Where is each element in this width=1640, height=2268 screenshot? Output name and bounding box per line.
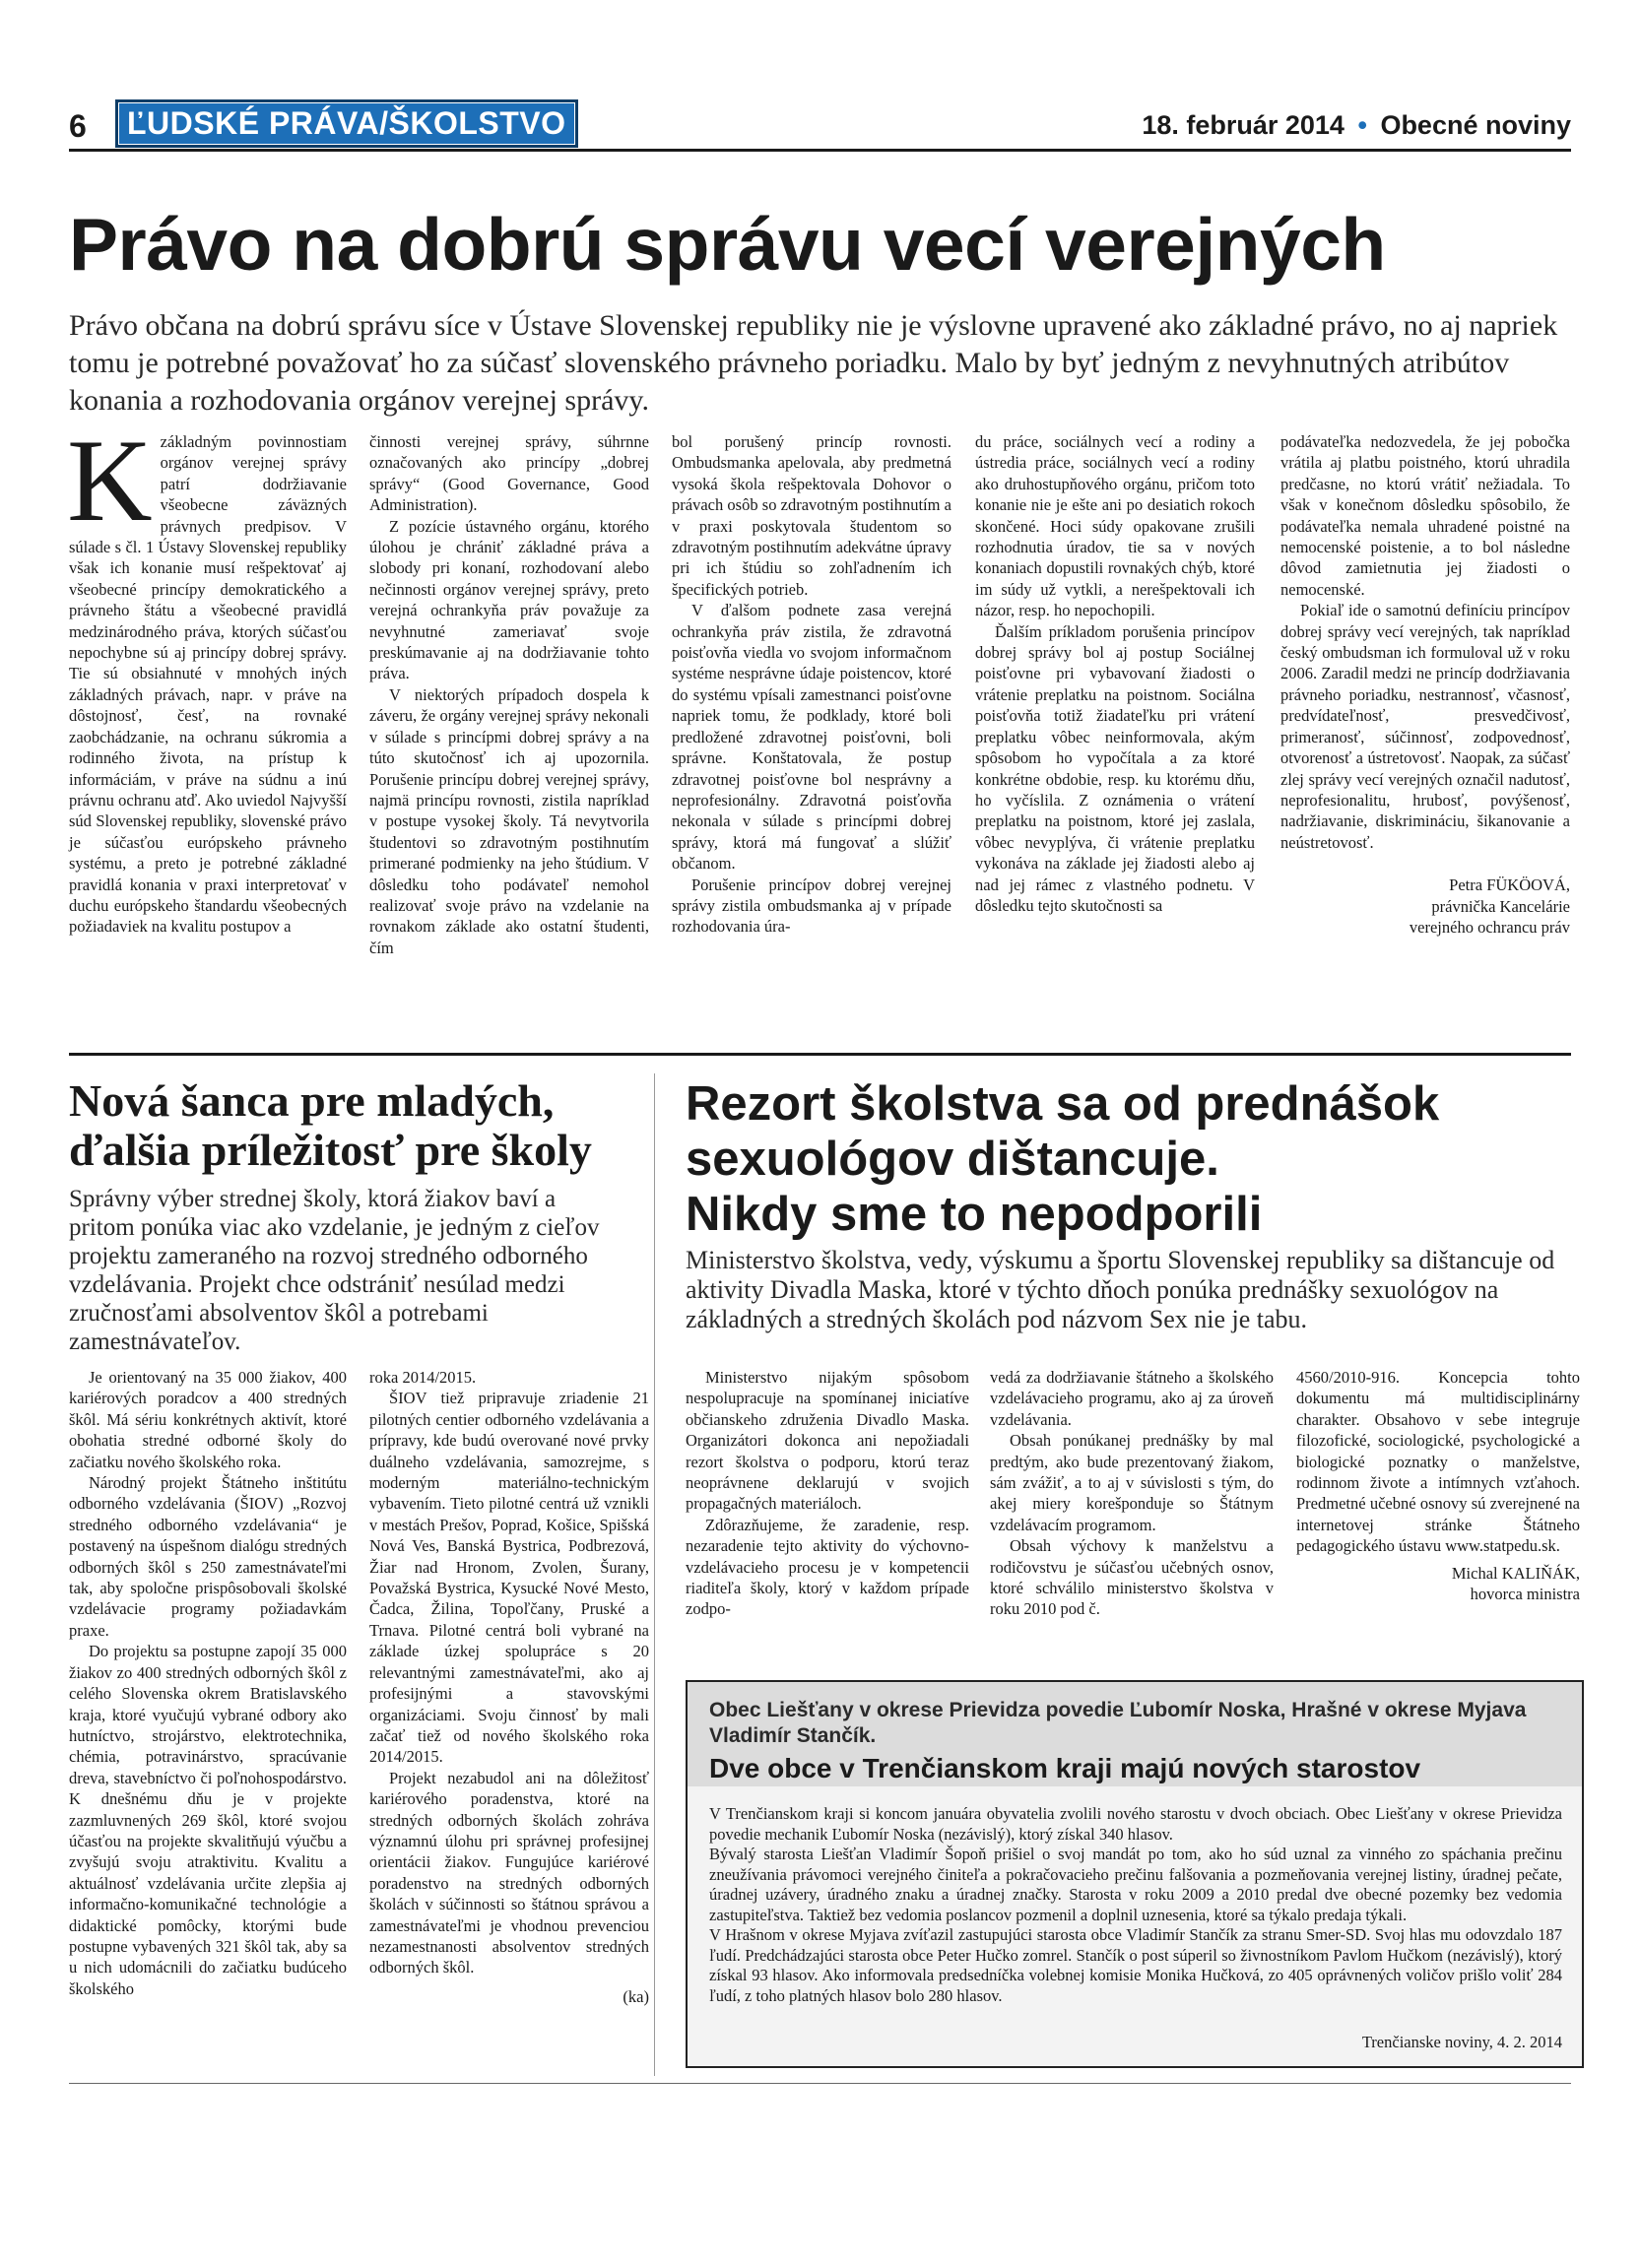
article3-column-1: Ministerstvo nijakým spôsobom nespolupracuje na spomínanej iniciatíve občianskeho združenia Divadlo Maska. Organizátori dokonca ani nepožiadali rezort školstva o podporu, ktorú teraz neoprávnene deklarujú v svojich propagačných materiáloch. Zdôrazňujeme, že zaradenie, resp. nezaradenie tejto aktivity do výchovno-vzdelávacieho procesu je v kompetencii riaditeľa školy, ktorý v každom prípade zodpo- [686, 1368, 969, 1619]
drop-cap: K [67, 415, 153, 546]
article1-signature: Petra FÜKÖOVÁ, právnička Kancelárie verejného ochrancu práv [1409, 875, 1570, 937]
article3-signature: Michal KALIŇÁK, hovorca ministra [1451, 1563, 1580, 1604]
article1-column-3: bol porušený princíp rovnosti. Ombudsmanka apelovala, aby predmetná vysoká škola rešpektovala Dohovor o právach osôb so zdravotným postihnutím a v praxi poskytovala študentom so zdravotným postihnutím adekvátne úpravy pri ich štúdiu so zohľadnením ich špecifických potrieb. V ďalšom podnete zasa verejná ochrankyňa práv zistila, že zdravotná poisťovňa viedla vo svojom informačnom systéme nesprávne údaje poistencov, ktoré do systému vpísali zamestnanci poisťovne napriek tomu, že podklady, ktoré boli predložené zdravotnej poisťovni, boli správne. Konštatovala, že postup zdravotnej poisťovne bol nesprávny a neprofesionálny. Zdravotná poisťovňa nekonala v súlade s princípmi dobrej správy, ktorá má fungovať a slúžiť občanom. Porušenie princípov dobrej verejnej správy zistila ombudsmanka aj v prípade rozhodovania úra- [672, 432, 951, 937]
article2-lead: Správny výber strednej školy, ktorá žiakov baví a pritom ponúka viac ako vzdelanie, je jedným z cieľov projektu zameraného na rozvoj stredného odborného vzdelávania. Projekt chce odstrániť nesúlad medzi zručnosťami absolventov škôl a potrebami zamestnávateľov. [69, 1186, 600, 1355]
article1-column-4: du práce, sociálnych vecí a rodiny a ústredia práce, sociálnych vecí a rodiny ako druhostupňového orgánu, pričom toto konanie nie je ešte ani po desiatich rokoch skončené. Hoci súdy opakovane zrušili rozhodnutia úradov, tie sa v nových konaniach dopustili rovnakých chýb, ktoré im súdy už vytkli, a nerešpektovali ich názor, resp. ho nepochopili. Ďalším príkladom porušenia princípov dobrej správy bol aj postup Sociálnej poisťovne pri vybavovaní žiadosti o vrátenie preplatku na poistnom. Sociálna poisťovňa totiž žiadateľku pri vrátení preplatku vôbec neinformovala, akým spôsobom ho vypočítala a za ktoré konkrétne obdobie, resp. ku ktorému dňu, ho vyčíslila. Z oznámenia o vrátení preplatku na poistnom, ktoré jej zaslala, vôbec nevyplýva, či vrátenie preplatku vykonáva na základe jej žiadosti alebo aj nad jej rámec z vlastného podnetu. V dôsledku tejto skutočnosti sa [975, 432, 1255, 915]
article3-column-3: 4560/2010-916. Koncepcia tohto dokumentu má multidisciplinárny charakter. Obsahovo v sebe integruje filozofické, sociologické, psychologické a biologické poznatky o manželstve, rodinnom živote a intímnych vzťahoch. Predmetné učebné osnovy sú zverejnené na internetovej stránke Štátneho pedagogického ústavu www.statpedu.sk. Michal KALIŇÁK, hovorca ministra [1296, 1368, 1580, 1604]
box-kicker: Obec Liešťany v okrese Prievidza povedie Ľubomír Noska, Hrašné v okrese Myjava Vladimír Stančík. [709, 1699, 1527, 1747]
box-source: Trenčianske noviny, 4. 2. 2014 [1361, 2033, 1562, 2051]
box-title: Dve obce v Trenčianskom kraji majú nových starostov [709, 1753, 1421, 1783]
article3-column-2: vedá za dodržiavanie štátneho a školského vzdelávacieho programu, ako aj za úroveň vzdelávania. Obsah ponúkanej prednášky by mal predtým, ako bude prezentovaný žiakom, sám zvážiť, a to aj v súvislosti s tým, do akej miery korešponduje so Štátnym vzdelávacím programom. Obsah výchovy k manželstvu a rodičovstvu je súčasťou učebných osnov, ktoré schválilo ministerstvo školstva v roku 2010 pod č. [990, 1368, 1274, 1619]
footer-rule [69, 2083, 1571, 2084]
box-body: V Trenčianskom kraji si koncom januára obyvatelia zvolili nového starostu v dvoch obciach. Obec Liešťany v okrese Prievidza povedie mechanik Ľubomír Noska (nezávislý), ktorý získal 340 hlasov. Bývalý starosta Liešťan Vladimír Šopoň prišiel o svoj mandát po tom, ako ho súd uznal za vinného zo spáchania prečinu zneužívania právomoci verejného činiteľa a pokračovacieho prečinu falšovania a pozmeňovania verejnej listiny, úradnej pečate, úradnej uzávery, úradného znaku a úradnej značky. Starosta v roku 2009 a 2010 predal dve obecné pozemky bez vedomia zastupiteľstva. Taktiež bez vedomia poslancov pozmenil a doplnil uznesenia, ktoré sa týkalo predaja týkali. V Hrašnom v okrese Myjava zvíťazil zastupujúci starosta obce Vladimír Stančík za stranu Smer-SD. Svoj hlas mu odovzdalo 187 ľudí. Predchádzajúci starosta obce Peter Hučko zomrel. Stančík o post súperil so živnostníkom Pavlom Hučkom (nezávislý), ktorý získal 93 hlasov. Ako informovala predsedníčka volebnej komisie Monika Hučková, zo 405 oprávnených voličov prišlo voliť 284 ľudí, z toho platných hlasov bolo 280 hlasov. [709, 1804, 1562, 2005]
header-rule [69, 149, 1571, 152]
section-tag: ĽUDSKÉ PRÁVA/ŠKOLSTVO [119, 103, 574, 144]
article2-title: Nová šanca pre mladých, ďalšia príležitosť pre školy [69, 1075, 592, 1175]
article2-column-2: roka 2014/2015. ŠIOV tiež pripravuje zriadenie 21 pilotných centier odborného vzdelávania a prípravy, kde budú overované nové prvky duálneho vzdelávania, samozrejme, s moderným materiálno-technickým vybavením. Tieto pilotné centrá už vznikli v mestách Prešov, Poprad, Košice, Spišská Nová Ves, Banská Bystrica, Podbrezová, Žiar nad Hronom, Zvolen, Šurany, Považská Bystrica, Kysucké Nové Mesto, Čadca, Žilina, Topoľčany, Pruské a Trnava. Pilotné centrá boli vybrané na základe úzkej spolupráce s 20 relevantnými zamestnávateľmi, ako aj profesijnými a stavovskými organizáciami. Svoju činnosť by mali začať tiež od nového školského roka 2014/2015. Projekt nezabudol ani na dôležitosť kariérového poradenstva, ktoré na stredných odborných školách zohráva významnú úlohu pri správnej profesijnej orientácii žiakov. Fungujúce kariérové poradenstvo na stredných odborných školách v súčinnosti so štátnou správou a zamestnávateľmi je vhodnou prevenciou nezamestnanosti absolventov stredných odborných škôl. (ka) [369, 1368, 649, 2006]
article3-title: Rezort školstva sa od prednášok sexuológov dištancuje. Nikdy sme to nepodporili [686, 1077, 1440, 1241]
issue-date: 18. február 2014 [1142, 110, 1345, 140]
article2-author: (ka) [623, 1986, 649, 2006]
article1-lead: Právo občana na dobrú správu síce v Ústave Slovenskej republiky nie je výslovne upravené ako základné právo, no aj napriek tomu je potrebné považovať ho za súčasť slovenského právneho poriadku. Malo by byť jedným z nevyhnutných atribútov konania a rozhodovania orgánov verejnej správy. [69, 309, 1558, 417]
news-box [686, 1680, 1584, 2068]
page-number: 6 [69, 108, 87, 144]
article3-lead: Ministerstvo školstva, vedy, výskumu a športu Slovenskej republiky sa dištancuje od aktivity Divadla Maska, ktoré v týchto dňoch ponúka prednášky sexuológov na základných a stredných školách pod názvom Sex nie je tabu. [686, 1246, 1555, 1333]
section-divider [69, 1053, 1571, 1056]
article1-title: Právo na dobrú správu vecí verejných [69, 203, 1386, 286]
article1-column-2: činnosti verejnej správy, súhrnne označovaných ako princípy „dobrej správy“ (Good Governance, Good Administration). Z pozície ústavného orgánu, ktorého úlohou je chrániť základné práva a slobody pri konaní, rozhodovaní alebo nečinnosti orgánov verejnej správy, preto verejná ochrankyňa práv považuje za nevyhnutné zameriavať svoje preskúmavanie aj na dodržiavanie tohto práva. V niektorých prípadoch dospela k záveru, že orgány verejnej správy nekonali v súlade s princípmi dobrej správy a na túto skutočnosť ich aj upozornila. Porušenie princípu dobrej verejnej správy, najmä princípu rovnosti, zistila napríklad v postupe vysokej školy. Tá nevytvorila študentovi so zdravotným postihnutím primerané podmienky na jeho štúdium. V dôsledku toho podávateľ nemohol realizovať svoje právo na vzdelanie na rovnakom základe ako ostatní študenti, čím [369, 432, 649, 957]
publication-name: Obecné noviny [1380, 110, 1571, 140]
article1-column-1: Kzákladným povinnostiam orgánov verejnej správy patrí dodržiavanie všeobecne záväzných právnych predpisov. V súlade s čl. 1 Ústavy Slovenskej republiky však ich konanie musí rešpektovať aj všeobecné princípy demokratického a právneho štátu a všeobecné pravidlá medzinárodného práva, ktorých súčasťou nepochybne sú aj princípy dobrej správy. Tie sú obsiahnuté v mnohých iných základných právach, napr. v práve na dôstojnosť, česť, na rovnaké zaobchádzanie, na ochranu súkromia a rodinného života, na prístup k informáciám, v práve na súdnu a inú právnu ochranu atď. Ako uviedol Najvyšší súd Slovenskej republiky, slovenské právo je súčasťou európskeho právneho systému, a preto je potrebné základné pravidlá konania v praxi interpretovať v duchu európskeho štandardu všeobecných požiadaviek na kvalitu postupov a [67, 415, 347, 937]
separator-dot: • [1357, 110, 1367, 140]
issue-info [1142, 110, 1571, 141]
article2-column-1: Je orientovaný na 35 000 žiakov, 400 kariérových poradcov a 400 stredných škôl. Má sériu konkrétnych aktivít, ktoré obohatia stredné odborné školy do začiatku nového školského roka. Národný projekt Štátneho inštitútu odborného vzdelávania (ŠIOV) „Rozvoj stredného odborného vzdelávania“ je postavený na úspešnom dialógu stredných odborných škôl s 250 zamestnávateľmi tak, aby spoločne prispôsobovali školské vzdelávacie programy požiadavkám praxe. Do projektu sa postupne zapojí 35 000 žiakov zo 400 stredných odborných škôl z celého Slovenska okrem Bratislavského kraja, ktoré vyučujú vybrané odbory ako hutníctvo, strojárstvo, elektrotechnika, chémia, potravinárstvo, spracúvanie dreva, stavebníctvo či poľnohospodárstvo. K dnešnému dňu je v projekte zazmluvnených 269 škôl, ktoré svojou účasťou na projekte skvalitňujú výučbu a zvyšujú svoju atraktivitu. Kvalitu a aktuálnosť vzdelávania určite zlepšia aj informačno-komunikačné technológie a didaktické pomôcky, ktorými bude postupne vybavených 321 škôl tak, aby sa u nich udomácnili do začiatku budúceho školského [69, 1368, 347, 1998]
column-divider [654, 1073, 655, 2076]
article1-column-5: podávateľka nedozvedela, že jej pobočka vrátila aj platbu poistného, ktorú uhradila predčasne, no ktorú vrátiť nežiadala. To však v konečnom dôsledku spôsobilo, že podávateľka nemala uhradené poistné na nemocenské poistenie, a to bol následne dôvod zamietnutia jej žiadosti o nemocenské. Pokiaľ ide o samotnú definíciu princípov dobrej správy vecí verejných, tak napríklad český ombudsman ich formuloval už v roku 2006. Zaradil medzi ne princíp dodržiavania právneho poriadku, nestrannosť, včasnosť, predvídateľnosť, presvedčivosť, primeranosť, súčinnosť, zodpovednosť, otvorenosť a ústretovosť. Naopak, za súčasť zlej správy vecí verejných označil nadutosť, neprofesionalitu, hrubosť, povýšenosť, nadržiavanie, diskrimináciu, šikanovanie a neústretovosť. Petra FÜKÖOVÁ, právnička Kancelárie verejného ochrancu práv [1280, 432, 1570, 937]
